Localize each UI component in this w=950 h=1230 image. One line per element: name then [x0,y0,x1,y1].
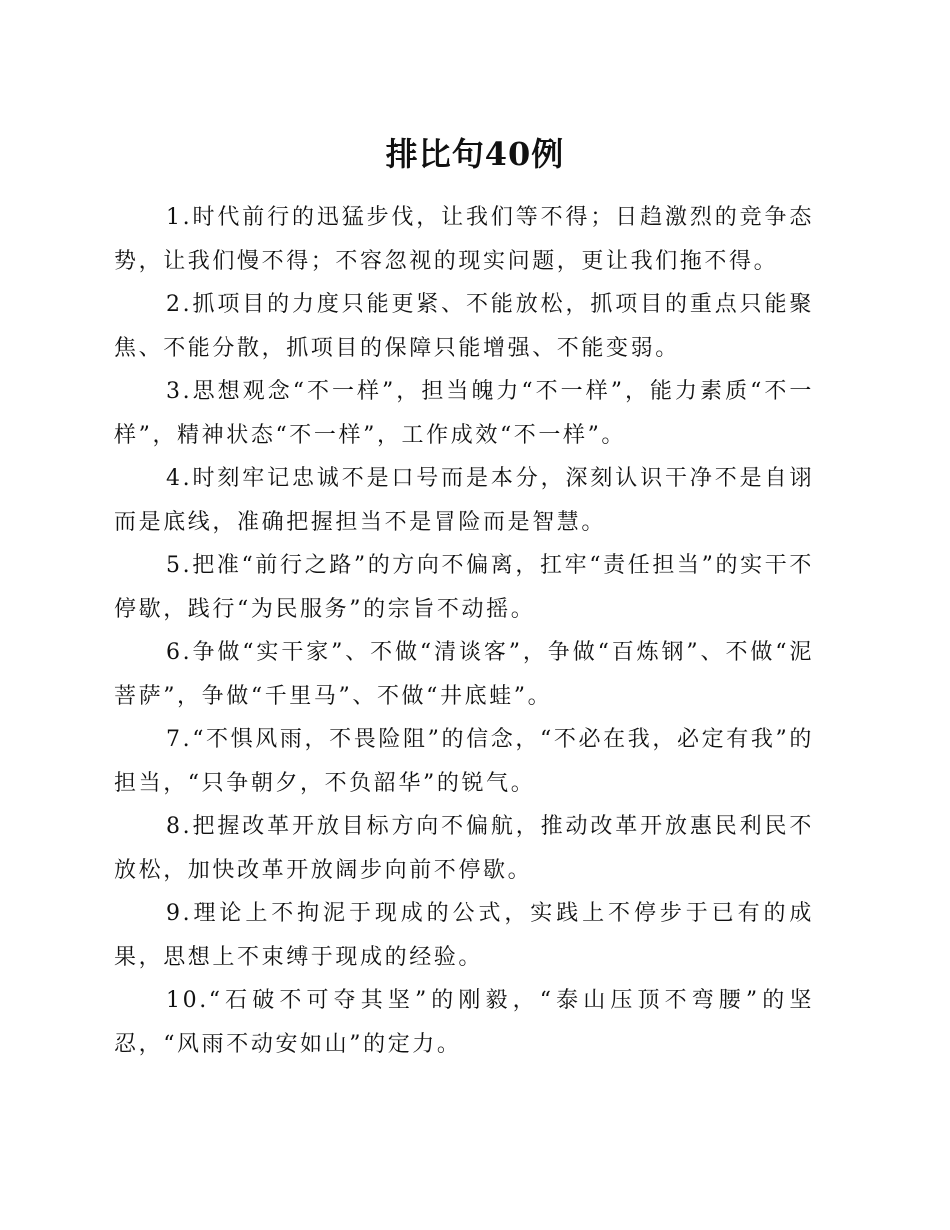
paragraph-8: 8.把握改革开放目标方向不偏航，推动改革开放惠民利民不放松，加快改革开放阔步向前不停歇。 [114,814,814,883]
paragraph-9: 9.理论上不拘泥于现成的公式，实践上不停步于已有的成果，思想上不束缚于现成的经验。 [114,901,814,970]
paragraph-5: 5.把准“前行之路”的方向不偏离，扛牢“责任担当”的实干不停歇，践行“为民服务”的宗旨不动摇。 [114,553,814,622]
paragraph-7: 7.“不惧风雨，不畏险阻”的信念，“不必在我，必定有我”的担当，“只争朝夕，不负韶华”的锐气。 [114,727,814,796]
document-body [114,196,814,1066]
document-title: 排比句40例 [385,135,565,173]
paragraph-10: 10.“石破不可夺其坚”的刚毅，“泰山压顶不弯腰”的坚忍，“风雨不动安如山”的定力。 [114,988,814,1057]
paragraph-3: 3.思想观念“不一样”，担当魄力“不一样”，能力素质“不一样”，精神状态“不一样”，工作成效“不一样”。 [114,379,814,448]
paragraph-2: 2.抓项目的力度只能更紧、不能放松，抓项目的重点只能聚焦、不能分散，抓项目的保障只能增强、不能变弱。 [114,292,814,361]
paragraph-6: 6.争做“实干家”、不做“清谈客”，争做“百炼钢”、不做“泥菩萨”，争做“千里马”、不做“井底蛙”。 [114,640,814,709]
paragraph-1: 1.时代前行的迅猛步伐，让我们等不得；日趋激烈的竞争态势，让我们慢不得；不容忽视的现实问题，更让我们拖不得。 [114,205,814,274]
paragraph-4: 4.时刻牢记忠诚不是口号而是本分，深刻认识干净不是自诩而是底线，准确把握担当不是冒险而是智慧。 [114,466,814,535]
